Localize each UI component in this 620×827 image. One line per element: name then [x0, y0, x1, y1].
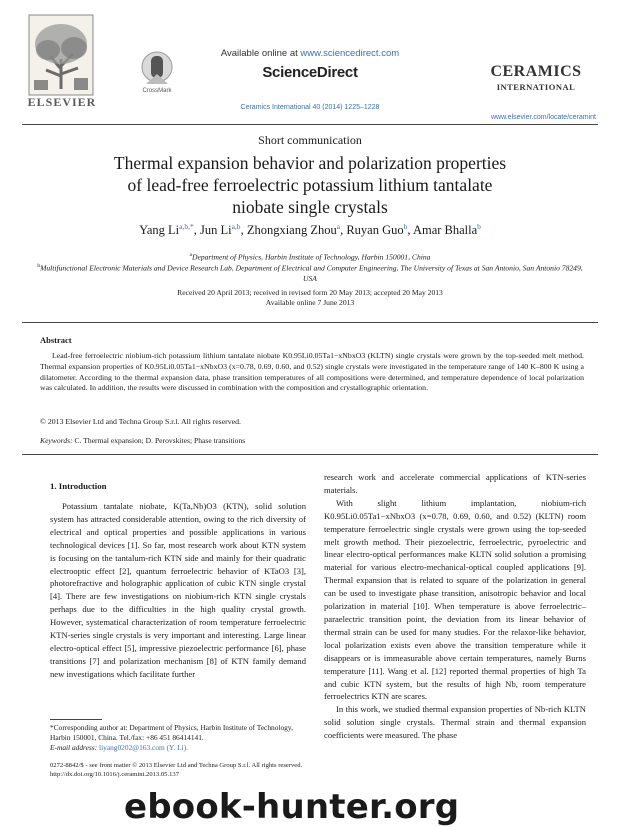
email-line: E-mail address: liyang0202@163.com (Y. Li).: [50, 743, 188, 752]
elsevier-tree-logo: [28, 14, 94, 106]
corresponding-author-footnote: [50, 723, 306, 753]
platform-name: ScienceDirect: [262, 64, 358, 81]
affiliation-a: $^a$Department of Physics, Harbin Institute of Technology, Harbin 150001, China: [189, 252, 431, 262]
issn-line: 0272-8842/$ - see front matter © 2013 Elsevier Ltd and Techna Group S.r.l. All rights reserved.: [50, 762, 303, 769]
abstract-heading: Abstract: [40, 335, 72, 345]
journal-name-line1: CERAMICS: [490, 63, 582, 80]
paragraph: Potassium tantalate niobate, K(Ta,Nb)O3 (KTN), solid solution system has attracted considerable attention, owing to the rich diversity of electrical and optical properties and possible applications in various technological devices [1]. So far, most research work about KTN system is focusing on the tantalum-rich KTN side and mainly for their quadratic electrooptic effect [2], quantum ferroelectric behavior of KTaO3 [3], photorefractive and holographic application of cubic KTN single crystal [4]. There are few investigations on niobium-rich KTN single crystals perhaps due to the difficulties in the high quality crystal growth. However, systematical characterization of room temperature ferroelectric KTN-series single crystals is very important and interesting. Large linear electro-optical effect [5], impressive piezoelectric performance [6], phase transitions [7] and polarization mechanism [8] of KTN family demand new investigations which facilitate further: [50, 501, 306, 679]
author-affil-mark[interactable]: a,b,*: [179, 222, 194, 231]
author-list: Yang $Li^{a,b,*}$, Jun Li$^{a,b}$, Zhongxiang Zhou$^a$, Ruyan Guo$^b$, Amar Bhalla$^b$: [139, 222, 481, 238]
footnote-divider: [50, 719, 102, 720]
left-column-text: [50, 500, 306, 681]
author-name[interactable]: Yang Li: [139, 223, 180, 238]
author-affil-mark[interactable]: b: [477, 222, 481, 231]
doi-link[interactable]: http://dx.doi.org/10.1016/j.ceramint.2013.05.137: [50, 771, 179, 778]
abstract-copyright: © 2013 Elsevier Ltd and Techna Group S.r.l. All rights reserved.: [40, 417, 241, 426]
availability-line: Available online at www.sciencedirect.com: [220, 48, 400, 59]
author-affil-mark[interactable]: a: [336, 222, 341, 231]
watermark-text: ebook-hunter.org: [124, 787, 460, 827]
paragraph: With slight lithium implantation, niobium-rich K0.95Li0.05Ta1−xNbxO3 (x=0.78, 0.69, 0.60, and 0.52) (KLTN) room temperature ferroelectric single crystals were grown using the top-seeded melt growth method. Their piezoelectric, ferroelectric, pyroelectric and linear electro-optical performances make KLTN solid solution a promising material for various electro-mechanical-optical coupled applications [9]. Thermal expansion that is related to square of the polarization in general can be used to investigate phase transition, anisotropic behavior and local polarization in material [10]. When temperature is above ferroelectric–paraelectric transition point, the deviation from its linear behavior of thermal strain can be used for many studies. For the relaxor-like behavior, local polarization exists even above the transition temperature while it disappears or is immeasurable above certain temperatures, namely Burns temperature [11]. Wang et al. [12] reported thermal properties of high Ta and cubic KTN system, but the results of high Nb, room temperature ferroelectrics KTN are scares.: [324, 497, 586, 702]
paragraph: research work and accelerate commercial applications of KTN-series materials.: [324, 472, 586, 495]
article-type: Short communication: [258, 133, 362, 147]
header-divider: [22, 124, 598, 125]
author-affil-mark[interactable]: a,b: [231, 222, 241, 231]
title-line: Thermal expansion behavior and polarization properties: [113, 153, 507, 173]
publisher-logo-label: ELSEVIER: [27, 95, 97, 109]
journal-url-link[interactable]: www.elsevier.com/locate/ceramint: [490, 114, 596, 121]
email-link[interactable]: liyang0202@163.com (Y. Li).: [99, 743, 188, 752]
available-online-date: Available online 7 June 2013: [265, 298, 355, 307]
section-heading-introduction: 1. Introduction: [50, 481, 107, 491]
author-name[interactable]: Ruyan Guo: [346, 223, 404, 238]
affiliation-b: $^b$Multifunctional Electronic Materials and Device Research Lab, Department of Electrical and Computer Engineering, The University of Texas at San Antonio, San Antonio 78249, USA: [37, 263, 583, 283]
title-line: of lead-free ferroelectric potassium lithium tantalate: [127, 175, 493, 195]
received-dates: Received 20 April 2013; received in revised form 20 May 2013; accepted 20 May 2013: [177, 288, 443, 297]
right-column-text: [324, 471, 586, 742]
crossmark-icon[interactable]: [140, 50, 174, 90]
keywords-divider: [22, 454, 598, 455]
journal-reference[interactable]: Ceramics International 40 (2014) 1225–1228: [240, 104, 380, 111]
author-name[interactable]: Amar Bhalla: [412, 223, 478, 238]
title-line: niobate single crystals: [232, 197, 388, 217]
keywords: Keywords: C. Thermal expansion; D. Perovskites; Phase transitions: [40, 436, 246, 445]
crossmark-label: CrossMark: [142, 88, 172, 94]
author-name[interactable]: Jun Li: [199, 223, 232, 238]
paragraph: In this work, we studied thermal expansion properties of Nb-rich KLTN solid solution single crystals. Thermal strain and thermal expansion coefficients were measured. The phase: [324, 704, 586, 741]
author-affil-mark[interactable]: b: [403, 222, 408, 231]
sciencedirect-link[interactable]: www.sciencedirect.com: [300, 48, 400, 59]
author-name[interactable]: Zhongxiang Zhou: [246, 223, 337, 238]
abstract-text: Lead-free ferroelectric niobium-rich potassium lithium tantalate niobate K0.95Li0.05Ta1−xNbxO3 (KLTN) single crystals were grown by the top-seeded melt method. Thermal expansion properties of K0.95Li0.05Ta1−xNbxO3 (x=0.78, 0.69, 0.60, and 0.52) single crystals were investigated in the temperature range of 140 K–800 K using a dilatometer. According to the thermal expansion data, phase transition temperatures of all compositions were determined, and temperature dependence of local polarization was calculated. In addition, the results were discussed in combination with the composition and crystallographic orientation.: [40, 351, 584, 393]
corresponding-author-text: *Corresponding author at: Department of Physics, Harbin Institute of Technology, Harbin 150001, China. Tel./fax: +86 451 86414141.: [50, 723, 293, 742]
abstract-top-divider: [22, 322, 598, 323]
bottom-info: [50, 761, 302, 779]
journal-name-line2: INTERNATIONAL: [496, 82, 576, 92]
article-title: [80, 152, 540, 218]
